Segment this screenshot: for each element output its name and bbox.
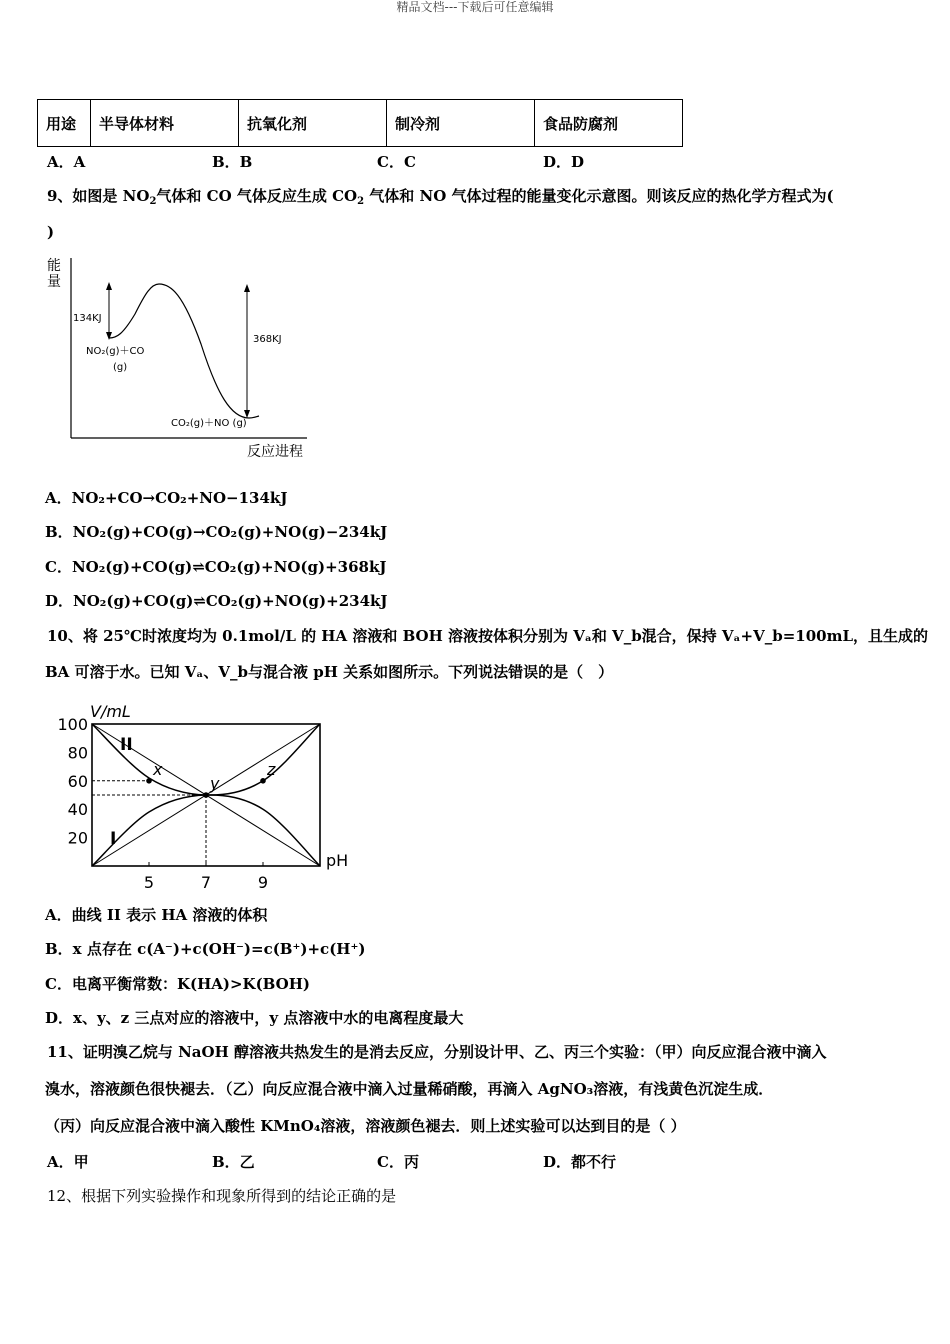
point-label: x xyxy=(153,759,163,779)
q9-stem: 9、如图是 $NO_2$气体和 CO 气体反应生成 $CO_2$ 气体和 NO 气体过程的能量变化示意图。则该反应的热化学方程式为( xyxy=(47,187,834,207)
curve-label-ii: II xyxy=(120,735,133,755)
curve-label-i: I xyxy=(110,829,117,849)
data-point xyxy=(203,792,209,798)
volume-ph-chart xyxy=(54,700,374,890)
q8-option-b: B．B xyxy=(212,153,253,171)
x-tick-label: 5 xyxy=(143,873,155,892)
reactant-label-2: (g) xyxy=(113,362,128,373)
q9-option-a: A．NO₂+CO→CO₂+NO−134kJ xyxy=(45,489,288,507)
q11-stem-line1: 11、证明溴乙烷与 NaOH 醇溶液共热发生的是消去反应，分别设计甲、乙、丙三个实验：（甲）向反应混合液中滴入 xyxy=(47,1043,827,1061)
q10-stem-line2: BA 可溶于水。已知 Vₐ、V_b与混合液 pH 关系如图所示。下列说法错误的是（ ） xyxy=(45,663,614,681)
table-cell: 半导体材料 xyxy=(91,100,239,147)
dh-arrow-head xyxy=(244,410,250,418)
x-tick-label: 9 xyxy=(257,873,269,892)
x-axis-label: 反应进程 xyxy=(247,444,303,460)
q11-stem-line3: （丙）向反应混合液中滴入酸性 KMnO₄溶液，溶液颜色褪去．则上述实验可以达到目的是（ ） xyxy=(45,1117,686,1135)
dh-arrow-head xyxy=(244,284,250,292)
q9-stem-part: 9、如图是 NO xyxy=(47,187,150,205)
y-axis-title: V/mL xyxy=(90,702,131,721)
q10-option-c: C．电离平衡常数：K(HA)>K(BOH) xyxy=(45,975,310,993)
y-axis-label: 能 xyxy=(47,258,61,274)
table-cell: 制冷剂 xyxy=(387,100,535,147)
reactant-label: NO₂(g)＋CO xyxy=(86,346,145,357)
q9-stem-part: 气体和 NO 气体过程的能量变化示意图。则该反应的热化学方程式为( xyxy=(364,187,834,205)
table-cell: 食品防腐剂 xyxy=(535,100,683,147)
page-header: 精品文档---下载后可任意编辑 xyxy=(396,0,554,14)
data-point xyxy=(146,778,152,784)
y-tick-label: 40 xyxy=(67,800,88,820)
q9-stem-part: 气体和 CO 气体反应生成 CO xyxy=(156,187,358,205)
q9-option-b: B．NO₂(g)+CO(g)→CO₂(g)+NO(g)−234kJ xyxy=(45,523,388,541)
q9-option-c: C．NO₂(g)+CO(g)⇌CO₂(g)+NO(g)+368kJ xyxy=(45,558,387,576)
q8-option-a: A．A xyxy=(47,153,86,171)
q12-stem: 12、根据下列实验操作和现象所得到的结论正确的是 xyxy=(47,1187,397,1205)
table-cell: 用途 xyxy=(38,100,91,147)
y-tick-label: 80 xyxy=(67,743,88,763)
q8-option-d: D．D xyxy=(543,153,585,171)
y-tick-label: 20 xyxy=(67,828,88,848)
q9-stem-line2: ) xyxy=(47,223,55,241)
y-axis-label: 量 xyxy=(47,274,61,290)
y-tick-label: 60 xyxy=(67,771,88,791)
q10-option-a: A．曲线 II 表示 HA 溶液的体积 xyxy=(45,906,268,924)
ea-label: 134KJ xyxy=(73,313,102,324)
q11-option-b: B．乙 xyxy=(212,1153,255,1171)
y-tick-label: 100 xyxy=(57,715,88,734)
usage-table xyxy=(37,99,683,147)
q11-option-d: D．都不行 xyxy=(543,1153,617,1171)
energy-diagram xyxy=(45,254,315,464)
q11-option-a: A．甲 xyxy=(47,1153,89,1171)
table-row xyxy=(38,100,683,147)
point-label: y xyxy=(210,774,220,793)
q10-option-b: B．x 点存在 c(A⁻)+c(OH⁻)=c(B⁺)+c(H⁺) xyxy=(45,940,366,958)
point-label: z xyxy=(267,759,276,779)
q11-option-c: C．丙 xyxy=(377,1153,419,1171)
x-axis-title: pH xyxy=(326,851,349,870)
q11-stem-line2: 溴水，溶液颜色很快褪去．（乙）向反应混合液中滴入过量稀硝酸，再滴入 AgNO₃溶液，有浅黄色沉淀生成． xyxy=(45,1080,774,1098)
dh-label: 368KJ xyxy=(253,334,282,345)
ea-arrow-head xyxy=(106,332,112,340)
q9-option-d: D．NO₂(g)+CO(g)⇌CO₂(g)+NO(g)+234kJ xyxy=(45,592,388,610)
x-tick-label: 7 xyxy=(200,873,212,892)
q10-option-d: D．x、y、z 三点对应的溶液中，y 点溶液中水的电离程度最大 xyxy=(45,1009,464,1027)
product-label: CO₂(g)＋NO (g) xyxy=(171,418,247,429)
ea-arrow-head xyxy=(106,282,112,290)
table-cell: 抗氧化剂 xyxy=(239,100,387,147)
q8-option-c: C．C xyxy=(377,153,416,171)
data-point xyxy=(260,778,266,784)
q10-stem-line1: 10、将 25℃时浓度均为 0.1mol/L 的 HA 溶液和 BOH 溶液按体积分别为 Vₐ和 V_b混合，保持 Vₐ+V_b=100mL，且生成的 xyxy=(47,627,929,645)
